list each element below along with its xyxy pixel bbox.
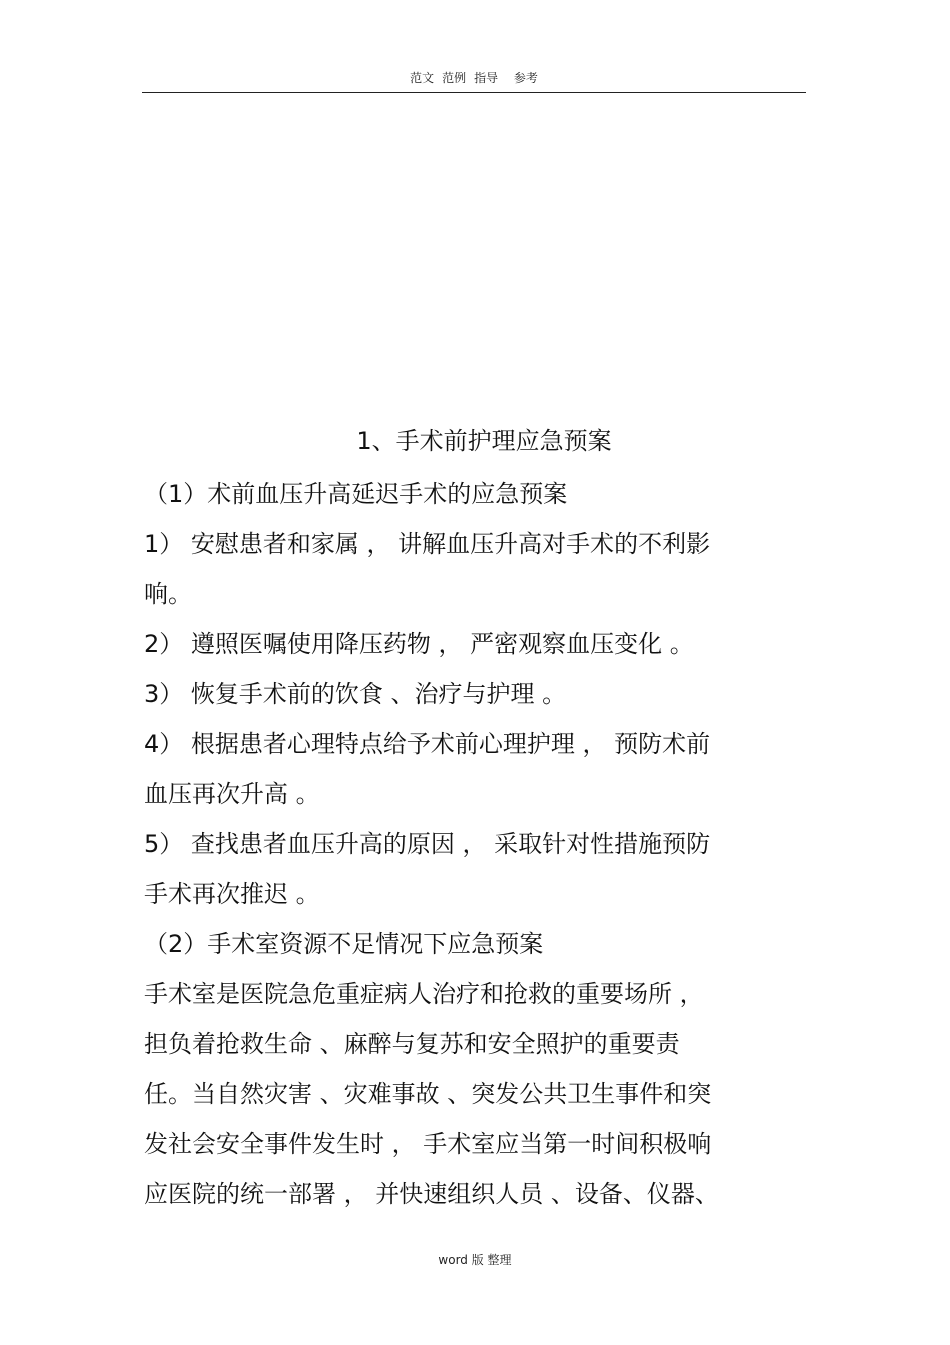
paragraph-line: 响。 (144, 580, 192, 608)
page-header (142, 68, 806, 93)
header-word-3: 指导 (474, 71, 499, 85)
paragraph-line: 担负着抢救生命 、麻醉与复苏和安全照护的重要责 (144, 1030, 680, 1058)
paragraph-line: 手术再次推迟 。 (144, 880, 320, 908)
paragraph-line: 发社会安全事件发生时 ， 手术室应当第一时间积极响 (144, 1130, 712, 1158)
header-word-1: 范文 (410, 71, 435, 85)
page-footer: word 版 整理 (438, 1253, 512, 1267)
paragraph-line: 3） 恢复手术前的饮食 、治疗与护理 。 (144, 680, 567, 708)
subsection-heading-1: （1）术前血压升高延迟手术的应急预案 (144, 480, 568, 508)
paragraph-line: 1） 安慰患者和家属 ， 讲解血压升高对手术的不利影 (144, 530, 711, 558)
header-word-2: 范例 (442, 71, 467, 85)
paragraph-line: 手术室是医院急危重症病人治疗和抢救的重要场所 ， (144, 980, 704, 1008)
paragraph-line: 5） 查找患者血压升高的原因 ， 采取针对性措施预防 (144, 830, 711, 858)
paragraph-line: 应医院的统一部署 ， 并快速组织人员 、设备、仪器、 (144, 1180, 719, 1208)
subsection-heading-2: （2）手术室资源不足情况下应急预案 (144, 930, 544, 958)
paragraph-line: 血压再次升高 。 (144, 780, 320, 808)
paragraph-line: 2） 遵照医嘱使用降压药物 ， 严密观察血压变化 。 (144, 630, 694, 658)
paragraph-line: 4） 根据患者心理特点给予术前心理护理 ， 预防术前 (144, 730, 711, 758)
paragraph-line: 任。当自然灾害 、灾难事故 、突发公共卫生事件和突 (144, 1080, 712, 1108)
header-word-4: 参考 (513, 71, 538, 85)
section-title: 1、手术前护理应急预案 (356, 427, 612, 455)
